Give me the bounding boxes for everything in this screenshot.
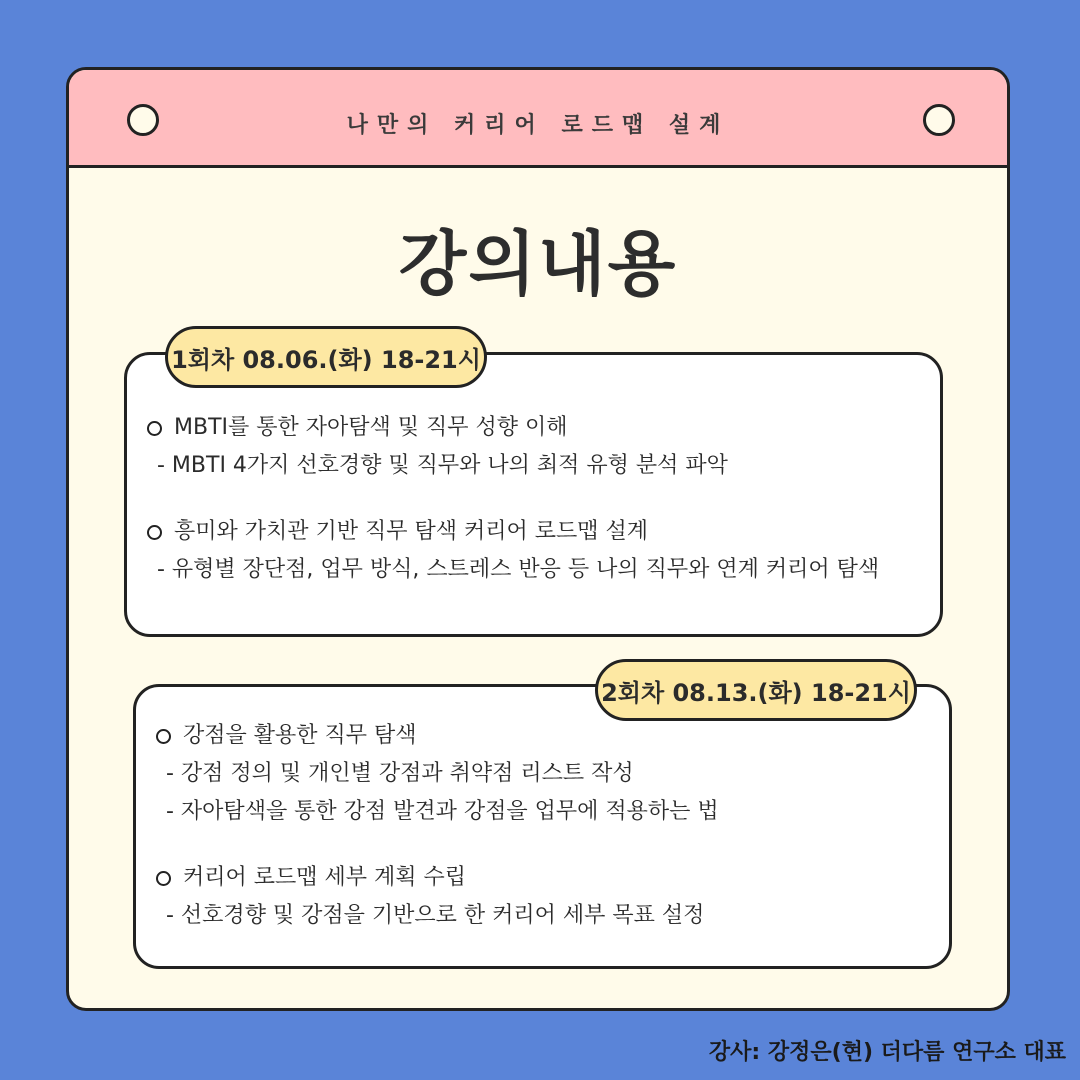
card-header [69,70,1007,168]
session-1-group-1 [147,409,930,485]
bullet-text: MBTI를 통한 자아탐색 및 직무 성향 이해 [174,415,568,440]
page-title: 강의내용 [398,223,678,305]
circle-bullet-icon [147,525,162,540]
bullet-text: 커리어 로드맵 세부 계획 수립 [183,865,466,890]
circle-bullet-icon [147,421,162,436]
lecture-card [66,67,1010,1011]
session-2-group-2 [156,859,939,935]
session-2-group-1 [156,717,939,831]
sub-item: - 자아탐색을 통한 강점 발견과 강점을 업무에 적용하는 법 [166,799,719,824]
sub-item: - MBTI 4가지 선호경향 및 직무와 나의 최적 유형 분석 파악 [157,453,728,478]
instructor-credit: 강사: 강정은(현) 더다름 연구소 대표 [708,1040,1066,1065]
circle-bullet-icon [156,729,171,744]
session-2-label: 2회차 08.13.(화) 18-21시 [595,659,917,721]
sub-item: - 강점 정의 및 개인별 강점과 취약점 리스트 작성 [166,761,634,786]
circle-bullet-icon [156,871,171,886]
session-2-box [133,684,952,969]
session-1-group-2 [147,513,930,589]
binder-ring-right-icon [923,104,955,136]
header-title: 나만의 커리어 로드맵 설계 [346,113,730,138]
session-1-label: 1회차 08.06.(화) 18-21시 [165,326,487,388]
bullet-text: 흥미와 가치관 기반 직무 탐색 커리어 로드맵 설계 [174,519,648,544]
sub-item: - 선호경향 및 강점을 기반으로 한 커리어 세부 목표 설정 [166,903,705,928]
sub-item: - 유형별 장단점, 업무 방식, 스트레스 반응 등 나의 직무와 연계 커리어 탐색 [157,557,880,582]
session-1-box [124,352,943,637]
bullet-text: 강점을 활용한 직무 탐색 [183,723,417,748]
